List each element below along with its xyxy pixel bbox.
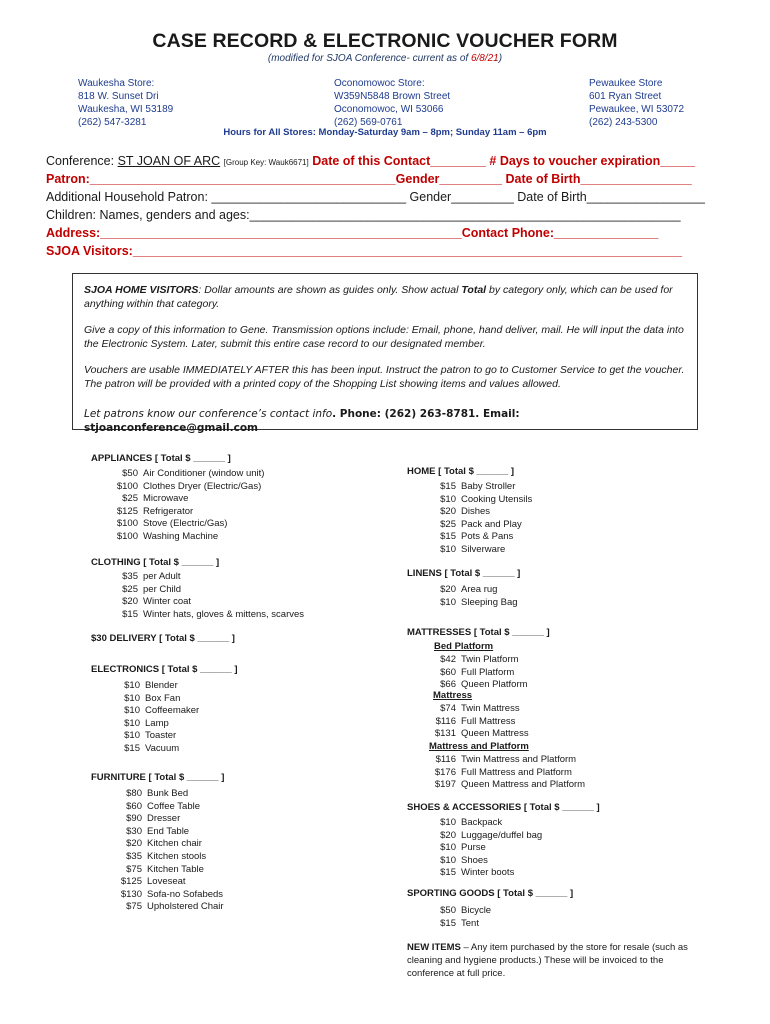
item-name: Winter coat bbox=[143, 596, 192, 608]
furniture-heading: FURNITURE [ Total $ ______ ] bbox=[91, 772, 225, 783]
list-item bbox=[428, 855, 542, 868]
item-price: $25 bbox=[440, 518, 456, 530]
store-address: W359N5848 Brown Street bbox=[334, 91, 451, 102]
item-price: $75 bbox=[126, 901, 142, 913]
item-name: Tent bbox=[461, 917, 479, 929]
list-item bbox=[428, 767, 585, 780]
list-item bbox=[108, 838, 224, 851]
group-key: [Group Key: Wauk6671] bbox=[223, 158, 309, 167]
additional-patron-field[interactable]: Additional Household Patron: ____________________________ bbox=[46, 190, 407, 204]
list-item bbox=[108, 609, 304, 622]
item-price: $131 bbox=[434, 728, 456, 740]
item-name: Coffee Table bbox=[147, 800, 200, 812]
item-name: Area rug bbox=[461, 584, 498, 595]
item-price: $10 bbox=[124, 692, 140, 704]
list-item bbox=[108, 596, 304, 609]
item-name: Full Platform bbox=[461, 666, 515, 678]
store-name: Waukesha Store: bbox=[78, 78, 155, 89]
instruction-transmission: Give a copy of this information to Gene. Transmission options include: Email, phone, hand deliver, mail. He will input the data into the Electronic System. Later, submit this entire case record to our designated member. bbox=[84, 324, 684, 350]
item-name: per Child bbox=[143, 583, 182, 595]
item-price: $50 bbox=[122, 468, 138, 479]
item-name: Blender bbox=[145, 680, 178, 691]
item-price: $35 bbox=[126, 850, 142, 862]
store-city: Oconomowoc, WI 53066 bbox=[334, 104, 444, 115]
item-price: $100 bbox=[116, 530, 138, 542]
item-name: Bunk Bed bbox=[147, 788, 189, 799]
list-item bbox=[428, 779, 585, 792]
appliances-list bbox=[108, 468, 264, 544]
list-item bbox=[428, 667, 528, 680]
item-price: $10 bbox=[440, 596, 456, 608]
home-list bbox=[428, 481, 532, 557]
list-item bbox=[108, 718, 199, 731]
item-name: Sofa-no Sofabeds bbox=[147, 888, 224, 900]
item-name: Loveseat bbox=[147, 876, 186, 888]
item-price: $100 bbox=[116, 518, 138, 530]
item-name: Toaster bbox=[145, 730, 177, 742]
store-phone: (262) 569-0761 bbox=[334, 117, 403, 128]
list-item bbox=[428, 544, 532, 557]
list-item bbox=[108, 851, 224, 864]
item-price: $10 bbox=[440, 842, 456, 854]
item-name: per Adult bbox=[143, 571, 181, 582]
list-item bbox=[428, 817, 542, 830]
item-price: $20 bbox=[440, 584, 456, 595]
item-name: End Table bbox=[147, 825, 190, 837]
store-address: 818 W. Sunset Dri bbox=[78, 91, 159, 102]
bed-platform-subheading: Bed Platform bbox=[434, 641, 494, 652]
list-item bbox=[108, 468, 264, 481]
item-name: Pack and Play bbox=[461, 518, 522, 530]
item-name: Kitchen Table bbox=[147, 863, 204, 875]
list-item bbox=[428, 597, 518, 610]
list-item bbox=[108, 876, 224, 889]
store-pewaukee bbox=[589, 77, 684, 129]
list-item bbox=[428, 728, 529, 741]
mattress-list bbox=[428, 703, 529, 741]
item-name: Air Conditioner (window unit) bbox=[143, 468, 265, 479]
instruction-visitors: SJOA HOME VISITORS: Dollar amounts are shown as guides only. Show actual Total by category only, which can be used for anything within that category. bbox=[84, 284, 673, 310]
item-name: Microwave bbox=[143, 493, 189, 505]
item-name: Clothes Dryer (Electric/Gas) bbox=[143, 480, 262, 492]
address-field[interactable]: Address:____________________________________________________ bbox=[46, 226, 462, 240]
item-name: Silverware bbox=[461, 543, 506, 555]
item-name: Twin Platform bbox=[461, 654, 519, 665]
item-price: $197 bbox=[434, 779, 456, 791]
mattress-platform-list bbox=[428, 754, 585, 792]
delivery-heading: $30 DELIVERY [ Total $ ______ ] bbox=[91, 633, 235, 644]
list-item bbox=[108, 889, 224, 902]
list-item bbox=[428, 867, 542, 880]
list-item bbox=[108, 705, 199, 718]
item-price: $10 bbox=[124, 680, 140, 691]
list-item bbox=[428, 519, 532, 532]
dob-field[interactable]: Date of Birth________________ bbox=[505, 172, 692, 186]
item-name: Backpack bbox=[461, 817, 503, 828]
instruction-vouchers: Vouchers are usable IMMEDIATELY AFTER this has been input. Instruct the patron to go to Customer Service to get the voucher. The patron will be provided with a printed copy of the Shopping List showing items and values allowed. bbox=[84, 364, 685, 390]
clothing-list bbox=[108, 571, 304, 621]
furniture-list bbox=[108, 788, 224, 914]
item-name: Full Mattress bbox=[461, 715, 516, 727]
item-price: $100 bbox=[116, 480, 138, 492]
list-item bbox=[428, 703, 529, 716]
list-item bbox=[428, 506, 532, 519]
list-item bbox=[108, 531, 264, 544]
form-subtitle: (modified for SJOA Conference- current as of 6/8/21) bbox=[267, 53, 503, 64]
item-price: $10 bbox=[124, 705, 140, 717]
shoes-list bbox=[428, 817, 542, 880]
item-price: $15 bbox=[122, 608, 138, 620]
contact-phone-field[interactable]: _______________ bbox=[554, 226, 659, 240]
store-address: 601 Ryan Street bbox=[589, 91, 662, 102]
shoes-heading: SHOES & ACCESSORIES [ Total $ ______ ] bbox=[407, 802, 600, 813]
store-hours: Hours for All Stores: Monday-Saturday 9am – 8pm; Sunday 11am – 6pm bbox=[223, 127, 547, 138]
instructions-box bbox=[72, 273, 698, 434]
store-phone: (262) 243-5300 bbox=[589, 117, 658, 128]
store-city: Waukesha, WI 53189 bbox=[78, 104, 174, 115]
item-price: $15 bbox=[440, 481, 456, 492]
list-item bbox=[108, 680, 199, 693]
gender-field[interactable]: Gender_________ bbox=[395, 172, 502, 186]
store-city: Pewaukee, WI 53072 bbox=[589, 104, 685, 115]
item-name: Winter boots bbox=[461, 867, 515, 879]
days-expiration-field[interactable]: # Days to voucher expiration_____ bbox=[489, 154, 696, 168]
patron-line bbox=[46, 172, 692, 187]
children-field[interactable]: Children: Names, genders and ages:______________________________________________________________ bbox=[46, 208, 681, 222]
store-oconomowoc bbox=[334, 77, 450, 129]
item-name: Box Fan bbox=[145, 692, 181, 704]
list-item bbox=[428, 754, 585, 767]
item-price: $10 bbox=[440, 817, 456, 828]
item-price: $60 bbox=[126, 800, 142, 812]
new-items-heading: NEW ITEMS bbox=[407, 942, 461, 953]
list-item bbox=[428, 918, 491, 931]
store-phone: (262) 547-3281 bbox=[78, 117, 147, 128]
item-price: $130 bbox=[120, 888, 142, 900]
instruction-contact: Let patrons know our conference’s contact info. Phone: (262) 263-8781. Email: stjoanconference@gmail.com bbox=[84, 408, 520, 434]
item-name: Kitchen stools bbox=[147, 850, 207, 862]
additional-gender-field[interactable]: Gender_________ bbox=[409, 190, 514, 204]
electronics-list bbox=[108, 680, 199, 756]
item-name: Dresser bbox=[147, 813, 181, 825]
linens-heading: LINENS [ Total $ ______ ] bbox=[407, 568, 521, 579]
conference-line bbox=[46, 154, 695, 170]
sporting-list bbox=[428, 905, 491, 930]
item-name: Twin Mattress bbox=[461, 703, 520, 714]
list-item bbox=[428, 842, 542, 855]
mattress-subheading: Mattress bbox=[433, 690, 473, 701]
item-name: Queen Mattress bbox=[461, 728, 529, 740]
item-price: $90 bbox=[126, 813, 142, 825]
item-name: Coffeemaker bbox=[145, 705, 200, 717]
list-item bbox=[108, 518, 264, 531]
linens-list bbox=[428, 584, 518, 609]
list-item bbox=[428, 905, 491, 918]
electronics-heading: ELECTRONICS [ Total $ ______ ] bbox=[91, 664, 238, 675]
list-item bbox=[428, 716, 529, 729]
list-item bbox=[108, 801, 224, 814]
item-price: $74 bbox=[440, 703, 456, 714]
item-price: $35 bbox=[122, 571, 138, 582]
list-item bbox=[108, 730, 199, 743]
item-price: $15 bbox=[440, 917, 456, 929]
list-item bbox=[108, 826, 224, 839]
additional-dob-field[interactable]: Date of Birth_________________ bbox=[517, 190, 705, 204]
item-name: Washing Machine bbox=[143, 530, 219, 542]
item-name: Lamp bbox=[145, 717, 169, 729]
item-price: $80 bbox=[126, 788, 142, 799]
list-item bbox=[108, 506, 264, 519]
item-name: Kitchen chair bbox=[147, 838, 202, 850]
item-name: Vacuum bbox=[145, 742, 180, 754]
list-item bbox=[428, 830, 542, 843]
visitors-field[interactable]: SJOA Visitors:_______________________________________________________________________________ bbox=[46, 244, 683, 258]
item-name: Queen Mattress and Platform bbox=[461, 779, 586, 791]
item-name: Upholstered Chair bbox=[147, 901, 224, 913]
item-price: $15 bbox=[440, 867, 456, 879]
item-price: $20 bbox=[126, 838, 142, 850]
item-price: $15 bbox=[124, 742, 140, 754]
item-price: $20 bbox=[440, 829, 456, 841]
item-name: Bicycle bbox=[461, 905, 492, 916]
item-name: Luggage/duffel bag bbox=[461, 829, 543, 841]
store-name: Pewaukee Store bbox=[589, 78, 663, 89]
conference-label: Conference: bbox=[46, 154, 118, 168]
sporting-heading: SPORTING GOODS [ Total $ ______ ] bbox=[407, 888, 574, 899]
patron-field[interactable]: Patron:____________________________________________ bbox=[46, 172, 396, 186]
item-name: Cooking Utensils bbox=[461, 493, 533, 505]
list-item bbox=[108, 693, 199, 706]
list-item bbox=[428, 481, 532, 494]
address-line bbox=[46, 226, 658, 241]
conference-value: ST JOAN OF ARC bbox=[117, 154, 221, 168]
item-price: $10 bbox=[440, 493, 456, 505]
item-name: Twin Mattress and Platform bbox=[461, 754, 577, 765]
mattresses-heading: MATTRESSES [ Total $ ______ ] bbox=[407, 627, 550, 638]
list-item bbox=[108, 571, 304, 584]
item-name: Sleeping Bag bbox=[461, 596, 518, 608]
item-name: Pots & Pans bbox=[461, 531, 514, 543]
mattress-platform-subheading: Mattress and Platform bbox=[429, 741, 529, 752]
item-price: $15 bbox=[440, 531, 456, 543]
item-price: $25 bbox=[122, 583, 138, 595]
item-name: Shoes bbox=[461, 854, 488, 866]
item-name: Dishes bbox=[461, 506, 491, 518]
item-price: $116 bbox=[435, 754, 456, 765]
item-price: $75 bbox=[126, 863, 142, 875]
item-name: Full Mattress and Platform bbox=[461, 766, 572, 778]
item-price: $60 bbox=[440, 666, 456, 678]
item-name: Winter hats, gloves & mittens, scarves bbox=[143, 608, 305, 620]
item-price: $25 bbox=[122, 493, 138, 505]
list-item bbox=[428, 654, 528, 667]
home-heading: HOME [ Total $ ______ ] bbox=[407, 466, 514, 477]
item-price: $125 bbox=[116, 505, 138, 517]
item-price: $10 bbox=[124, 730, 140, 742]
new-items-note: NEW ITEMS – Any item purchased by the store for resale (such as cleaning and hygiene products.) These will be invoiced to the conference at full price. bbox=[407, 942, 688, 979]
item-name: Refrigerator bbox=[143, 505, 194, 517]
list-item bbox=[108, 493, 264, 506]
appliances-heading: APPLIANCES [ Total $ ______ ] bbox=[91, 453, 231, 464]
list-item bbox=[428, 494, 532, 507]
date-contact-field[interactable]: Date of this Contact________ bbox=[312, 154, 486, 168]
item-name: Purse bbox=[461, 842, 486, 854]
item-price: $66 bbox=[440, 679, 456, 691]
list-item bbox=[428, 531, 532, 544]
list-item bbox=[108, 743, 199, 756]
item-price: $20 bbox=[122, 596, 138, 608]
item-name: Stove (Electric/Gas) bbox=[143, 518, 228, 530]
additional-patron-line bbox=[46, 190, 705, 205]
list-item bbox=[108, 813, 224, 826]
item-price: $176 bbox=[434, 766, 456, 778]
item-name: Queen Platform bbox=[461, 679, 528, 691]
item-name: Baby Stroller bbox=[461, 481, 516, 492]
bed-platform-list bbox=[428, 654, 528, 692]
item-price: $50 bbox=[440, 905, 456, 916]
item-price: $20 bbox=[440, 506, 456, 518]
list-item bbox=[108, 901, 224, 914]
item-price: $116 bbox=[435, 715, 456, 727]
store-name: Oconomowoc Store: bbox=[334, 78, 425, 89]
item-price: $42 bbox=[440, 654, 456, 665]
item-price: $10 bbox=[124, 717, 140, 729]
store-waukesha bbox=[78, 77, 173, 129]
item-price: $10 bbox=[440, 854, 456, 866]
item-price: $10 bbox=[440, 543, 456, 555]
list-item bbox=[108, 584, 304, 597]
subtitle-date: 6/8/21 bbox=[470, 53, 499, 64]
list-item bbox=[108, 788, 224, 801]
form-title: CASE RECORD & ELECTRONIC VOUCHER FORM bbox=[152, 30, 618, 52]
list-item bbox=[428, 584, 518, 597]
list-item bbox=[108, 864, 224, 877]
item-price: $125 bbox=[120, 876, 142, 888]
clothing-heading: CLOTHING [ Total $ ______ ] bbox=[91, 557, 220, 568]
contact-phone-label: Contact Phone: bbox=[461, 226, 555, 240]
list-item bbox=[108, 481, 264, 494]
item-price: $30 bbox=[126, 825, 142, 837]
